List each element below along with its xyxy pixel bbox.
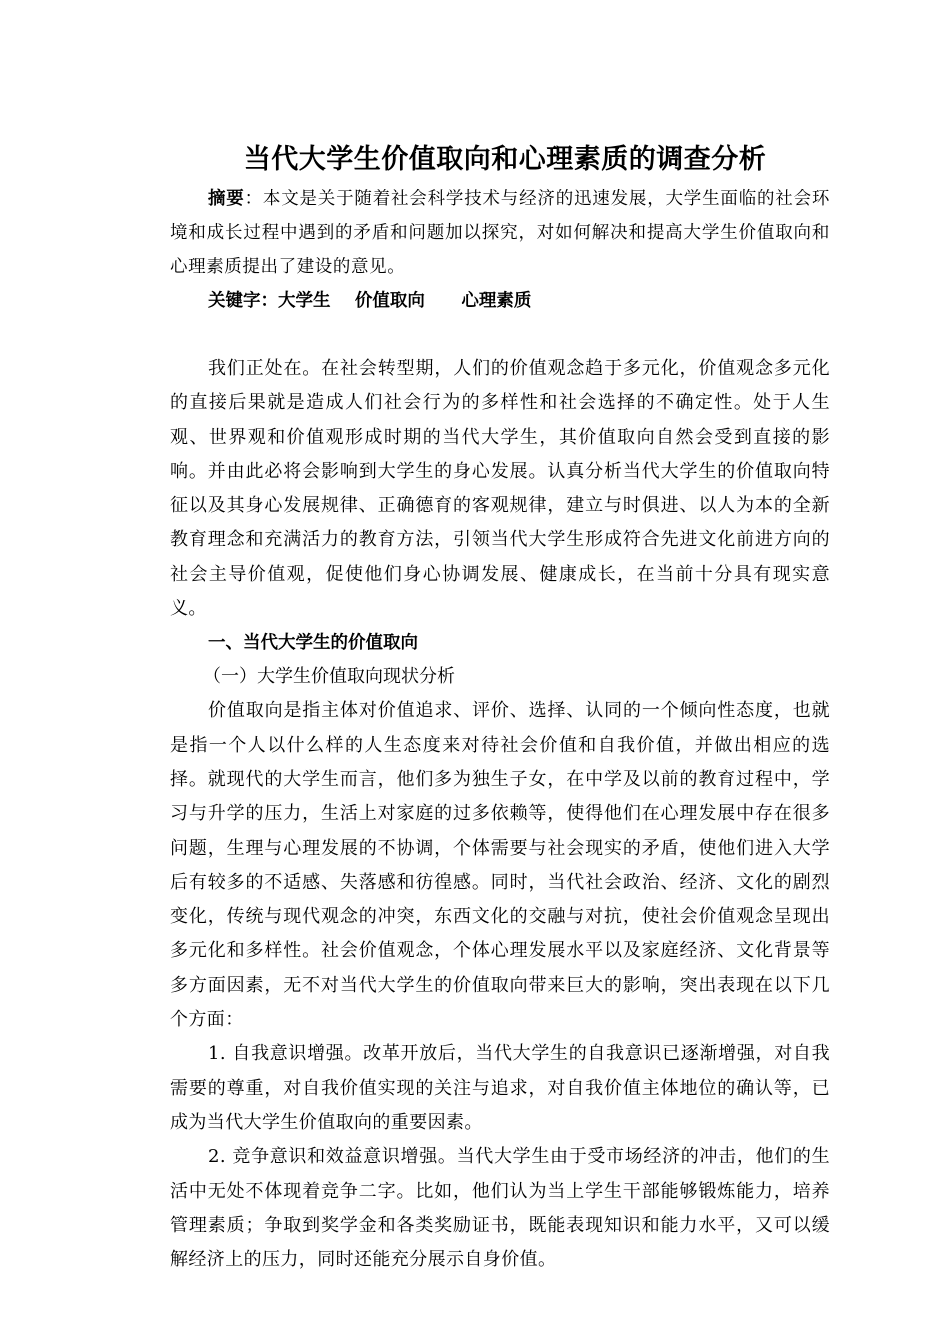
subsection-heading: （一）大学生价值取向现状分析: [203, 666, 455, 688]
body-paragraph: 价值取向是指主体对价值追求、评价、选择、认同的一个倾向性态度，也就是指一个人以什么样的人生态度来对待社会价值和自我价值，并做出相应的选择。就现代的大学生而言，他们多为独生子女，在中学及以前的教育过程中，学习与升学的压力，生活上对家庭的过多依赖等，使得他们在心理发展中存在很多问题，生理与心理发展的不协调，个体需要与社会现实的矛盾，使他们进入大学后有较多的不适感、失落感和彷徨感。同时，当代社会政治、经济、文化的剧烈变化，传统与现代观念的冲突，东西文化的交融与对抗，使社会价值观念呈现出多元化和多样性。社会价值观念，个体心理发展水平以及家庭经济、文化背景等多方面因素，无不对当代大学生的价值取向带来巨大的影响，突出表现在以下几个方面：: [170, 700, 830, 1031]
abstract-paragraph: [170, 182, 830, 284]
document-title: 当代大学生价值取向和心理素质的调查分析: [243, 144, 767, 175]
abstract-text: ：本文是关于随着社会科学技术与经济的迅速发展，大学生面临的社会环境和成长过程中遇到的矛盾和问题加以探究，对如何解决和提高大学生价值取向和心理素质提出了建设的意见。: [170, 189, 831, 277]
section-heading: 一、当代大学生的价值取向: [208, 633, 418, 654]
blank-line: [170, 318, 830, 352]
intro-paragraph: 我们正处在。在社会转型期，人们的价值观念趋于多元化，价值观念多元化的直接后果就是造成人们社会行为的多样性和社会选择的不确定性。处于人生观、世界观和价值观形成时期的当代大学生，其价值取向自然会受到直接的影响。并由此必将会影响到大学生的身心发展。认真分析当代大学生的价值取向特征以及其身心发展规律、正确德育的客观规律，建立与时俱进、以人为本的全新教育理念和充满活力的教育方法，引领当代大学生形成符合先进文化前进方向的社会主导价值观，促使他们身心协调发展、健康成长，在当前十分具有现实意义。: [170, 358, 830, 620]
numbered-point-1: 1. 自我意识增强。改革开放后，当代大学生的自我意识已逐渐增强，对自我需要的尊重，对自我价值实现的关注与追求，对自我价值主体地位的确认等，已成为当代大学生价值取向的重要因素。: [170, 1043, 830, 1133]
numbered-point-2: 2. 竞争意识和效益意识增强。当代大学生由于受市场经济的冲击，他们的生活中无处不体现着竞争二字。比如，他们认为当上学生干部能够锻炼能力，培养管理素质；争取到奖学金和各类奖励证书，既能表现知识和能力水平，又可以缓解经济上的压力，同时还能充分展示自身价值。: [170, 1146, 830, 1271]
abstract-label: 摘要: [208, 189, 245, 209]
keywords-line: 关键字：大学生 价值取向 心理素质: [208, 291, 532, 311]
document-page: [170, 138, 830, 1277]
